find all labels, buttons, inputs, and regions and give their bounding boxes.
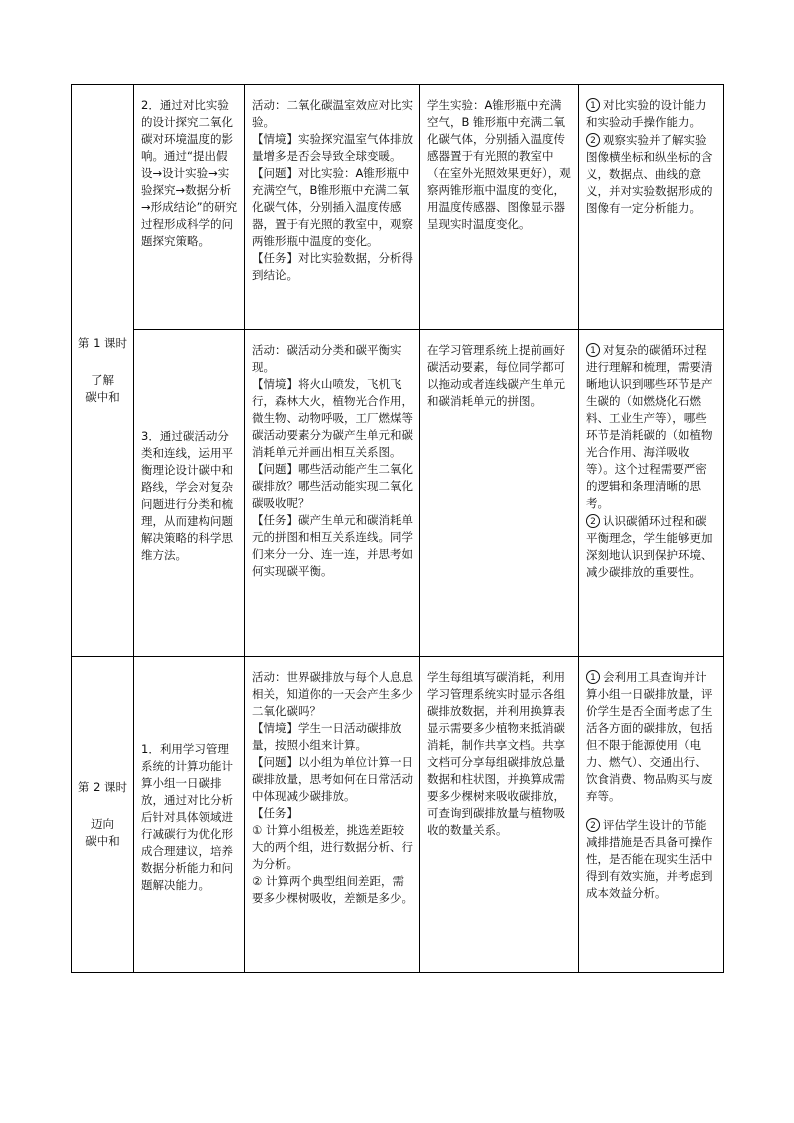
activity-line: 【任务】对比实验数据，分析得到结论。	[252, 251, 413, 282]
table-row	[72, 657, 724, 973]
circled-number-icon: 1	[586, 98, 600, 112]
activity-line: 【任务】	[252, 806, 298, 820]
student-text: 学生每组填写碳消耗，利用学习管理系统实时显示各组碳排放数据，并利用换算表显示需要多少植物来抵消碳消耗，制作共享文档。共享文档可分享每组碳排放总量数据和柱状图，并换算成需要多少棵树来吸收碳排放，可查询到碳排放量与植物吸收的数量关系。	[427, 670, 565, 837]
evaluation-item: 2 评估学生设计的节能减排措施是否具备可操作性，是否能在现实生活中得到有效实施，并考虑到成本效益分析。	[586, 818, 713, 900]
activity-cell	[245, 330, 420, 657]
lesson-2-cell	[72, 657, 134, 973]
activity-line: 【问题】以小组为单位计算一日碳排放量，思考如何在日常活动中体现减少碳排放。	[252, 755, 413, 803]
evaluation-item: 2 认识碳循环过程和碳平衡理念，学生能够更加深刻地认识到保护环境、减少碳排放的重要性。	[586, 514, 713, 579]
circled-number-icon: 2	[586, 818, 600, 832]
evaluation-item: 2 观察实验并了解实验图像横坐标和纵坐标的含义，数据点、曲线的意义，并对实验数据形成的图像有一定分析能力。	[586, 133, 713, 215]
activity-line: 【情境】实验探究温室气体排放量增多是否会导致全球变暖。	[252, 132, 413, 163]
goal-cell	[134, 330, 245, 657]
lesson-name: 第 1 课时	[77, 336, 128, 350]
circled-number-icon: 1	[586, 343, 600, 357]
lesson-title: 迈向 碳中和	[85, 817, 120, 848]
evaluation-item: 1 会利用工具查询并计算小组一日碳排放量，评价学生是否全面考虑了生活各方面的碳排放，包括但不限于能源使用（电力、燃气）、交通出行、饮食消费、物品购买与废弃等。	[586, 670, 713, 803]
evaluation-cell	[579, 657, 724, 973]
goal-text: 3．通过碳活动分类和连线，运用平衡理论设计碳中和路线，学会对复杂问题进行分类和梳理，从而建构问题解决策略的科学思维方法。	[141, 429, 233, 562]
evaluation-cell	[579, 330, 724, 657]
activity-line: 活动：碳活动分类和碳平衡实现。	[252, 343, 402, 374]
lesson-title: 了解 碳中和	[85, 373, 120, 404]
goal-text: 2．通过对比实验的设计探究二氧化碳对环境温度的影响。通过“提出假设→设计实验→实验探究→数据分析→形成结论”的研究过程形成科学的问题探究策略。	[141, 98, 238, 248]
student-text: 学生实验：A锥形瓶中充满空气，B 锥形瓶中充满二氧化碳气体，分别插入温度传感器置于有光照的教室中（在室外光照效果更好），观察两锥形瓶中温度的变化，用温度传感器、图像显示器呈现实时温度变化。	[427, 98, 571, 231]
activity-line: 活动：世界碳排放与每个人息息相关，知道你的一天会产生多少二氧化碳吗？	[252, 670, 413, 718]
activity-line: 【问题】哪些活动能产生二氧化碳排放？哪些活动能实现二氧化碳吸收呢？	[252, 462, 413, 510]
activity-cell	[245, 85, 420, 330]
lesson-plan-table	[71, 84, 724, 973]
evaluation-item: 1 对比实验的设计能力和实验动手操作能力。	[586, 98, 707, 129]
lesson-name: 第 2 课时	[77, 780, 128, 794]
student-cell	[420, 85, 579, 330]
table-row	[72, 85, 724, 330]
table-row	[72, 330, 724, 657]
circled-number-icon: 2	[586, 514, 600, 528]
goal-text: 1．利用学习管理系统的计算功能计算小组一日碳排放，通过对比分析后针对具体领域进行减碳行为优化形成合理建议，培养数据分析能力和问题解决能力。	[141, 742, 233, 892]
goal-cell	[134, 657, 245, 973]
activity-line: 【问题】对比实验：A锥形瓶中充满空气，B锥形瓶中充满二氧化碳气体，分别插入温度传感器，置于有光照的教室中，观察两锥形瓶中温度的变化。	[252, 166, 413, 248]
activity-line: 活动：二氧化碳温室效应对比实验。	[252, 98, 413, 129]
lesson-1-cell	[72, 85, 134, 657]
student-text: 在学习管理系统上提前画好碳活动要素，每位同学都可以拖动或者连线碳产生单元和碳消耗单元的拼图。	[427, 343, 565, 408]
student-cell	[420, 330, 579, 657]
circled-number-icon: 2	[586, 133, 600, 147]
activity-line: 【任务】碳产生单元和碳消耗单元的拼图和相互关系连线。同学们来分一分、连一连，并思考如何实现碳平衡。	[252, 513, 413, 578]
activity-line: 【情境】将火山喷发，飞机飞行，森林大火，植物光合作用，微生物、动物呼吸，工厂燃煤等碳活动要素分为碳产生单元和碳消耗单元并画出相互关系图。	[252, 377, 413, 459]
activity-line: ① 计算小组极差，挑选差距较大的两个组，进行数据分析、行为分析。	[252, 823, 413, 871]
student-cell	[420, 657, 579, 973]
evaluation-cell	[579, 85, 724, 330]
goal-cell	[134, 85, 245, 330]
activity-cell	[245, 657, 420, 973]
circled-number-icon: 1	[586, 670, 600, 684]
evaluation-item: 1 对复杂的碳循环过程进行理解和梳理，需要清晰地认识到哪些环节是产生碳的（如燃烧化石燃料、工业生产等），哪些环节是消耗碳的（如植物光合作用、海洋吸收等）。这个过程需要严密的逻辑和条理清晰的思考。	[586, 343, 713, 510]
activity-line: 【情境】学生一日活动碳排放量，按照小组来计算。	[252, 721, 402, 752]
activity-line: ② 计算两个典型组间差距，需要多少棵树吸收，差额是多少。	[252, 874, 413, 905]
